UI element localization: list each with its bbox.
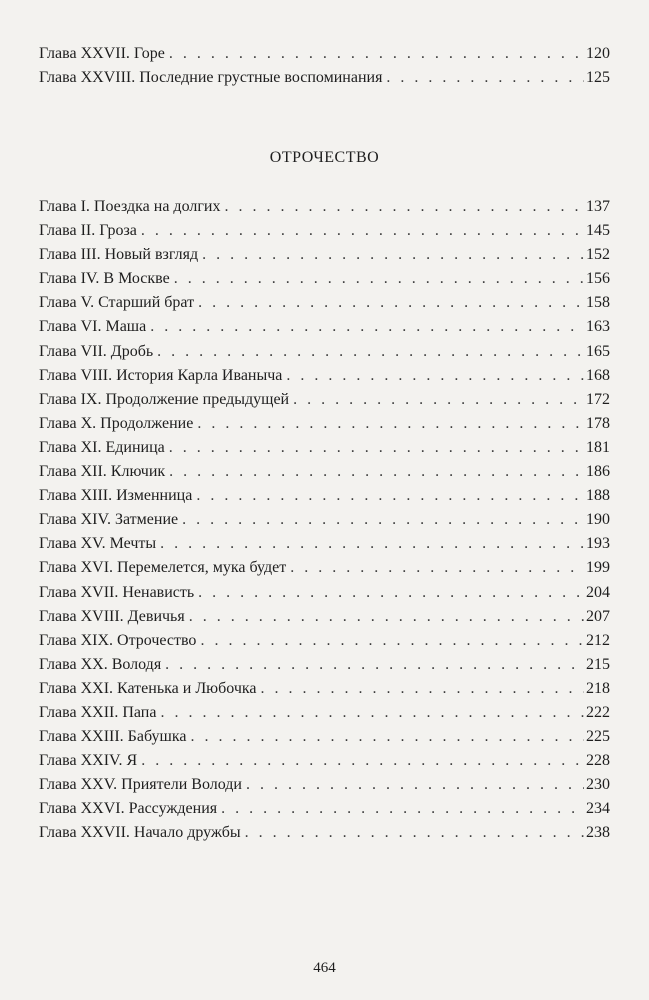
toc-entry <box>39 340 610 364</box>
toc-entry-title: Глава XIX. Отрочество <box>39 631 197 649</box>
toc-entry <box>39 436 610 460</box>
toc-entry-title: Глава IV. В Москве <box>39 270 170 288</box>
toc-entry <box>39 773 610 797</box>
toc-entry-page: 193 <box>586 535 610 553</box>
toc-entry <box>39 484 610 508</box>
toc-entry-title: Глава XVII. Ненависть <box>39 583 195 601</box>
dot-leader <box>245 821 584 845</box>
dot-leader <box>169 436 584 460</box>
toc-entry-page: 207 <box>586 607 610 625</box>
toc-entry-page: 163 <box>586 318 610 336</box>
toc-entry-page: 199 <box>586 559 610 577</box>
dot-leader <box>386 66 584 90</box>
toc-entry-title: Глава V. Старший брат <box>39 294 195 312</box>
toc-entry <box>39 701 610 725</box>
toc-entry <box>39 412 610 436</box>
toc-entry-page: 158 <box>586 294 610 312</box>
toc-entry-title: Глава XXVIII. Последние грустные воспоминания <box>39 69 383 87</box>
toc-entry-page: 125 <box>586 69 610 87</box>
toc-entry <box>39 195 610 219</box>
toc-entry-title: Глава XXI. Катенька и Любочка <box>39 679 257 697</box>
toc-entry <box>39 749 610 773</box>
toc-entry-title: Глава XXVI. Рассуждения <box>39 800 218 818</box>
toc-entry <box>39 315 610 339</box>
toc-entry-title: Глава XXIII. Бабушка <box>39 728 187 746</box>
dot-leader <box>160 532 584 556</box>
section-title: ОТРОЧЕСТВО <box>269 149 380 166</box>
toc-entry <box>39 267 610 291</box>
toc-entry <box>39 219 610 243</box>
dot-leader <box>174 267 584 291</box>
toc-entry-page: 188 <box>586 487 610 505</box>
toc-entry-title: Глава VIII. История Карла Иваныча <box>39 366 283 384</box>
dot-leader <box>198 291 584 315</box>
toc-entry <box>39 653 610 677</box>
toc-entry-page: 156 <box>586 270 610 288</box>
toc-entry-title: Глава XXVII. Горе <box>39 45 165 62</box>
dot-leader <box>141 749 584 773</box>
dot-leader <box>141 219 584 243</box>
toc-entry-title: Глава X. Продолжение <box>39 414 194 432</box>
toc-entry <box>39 42 610 66</box>
toc-entry-page: 230 <box>586 776 610 794</box>
dot-leader <box>293 388 584 412</box>
dot-leader <box>200 629 584 653</box>
toc-entry-page: 178 <box>586 414 610 432</box>
toc-entry <box>39 605 610 629</box>
toc-entry-title: Глава XI. Единица <box>39 438 165 456</box>
toc-entry-page: 212 <box>586 631 610 649</box>
dot-leader <box>290 556 584 580</box>
toc-entry <box>39 291 610 315</box>
toc-entry-page: 238 <box>586 824 610 842</box>
dot-leader <box>261 677 584 701</box>
dot-leader <box>202 243 584 267</box>
toc-entry-page: 222 <box>586 703 610 721</box>
dot-leader <box>246 773 584 797</box>
toc-entry-page: 190 <box>586 511 610 529</box>
toc-entry-page: 228 <box>586 752 610 770</box>
toc-entry-page: 137 <box>586 198 610 215</box>
toc-section-entries <box>39 195 610 846</box>
toc-entry-page: 234 <box>586 800 610 818</box>
dot-leader <box>150 315 584 339</box>
toc-entry-title: Глава III. Новый взгляд <box>39 246 199 264</box>
toc-entry <box>39 725 610 749</box>
toc-entry-page: 204 <box>586 583 610 601</box>
toc-entry-title: Глава XVIII. Девичья <box>39 607 185 625</box>
dot-leader <box>286 364 584 388</box>
toc-entry <box>39 532 610 556</box>
toc-entry-page: 145 <box>586 222 610 240</box>
dot-leader <box>198 581 584 605</box>
toc-entry-page: 218 <box>586 679 610 697</box>
toc-entry-title: Глава XV. Мечты <box>39 535 157 553</box>
toc-entry-title: Глава XIII. Изменница <box>39 487 193 505</box>
toc-entry-title: Глава XII. Ключик <box>39 463 166 481</box>
toc-entry <box>39 388 610 412</box>
toc-entry-title: Глава XVI. Перемелется, мука будет <box>39 559 287 577</box>
dot-leader <box>169 460 584 484</box>
toc-entry <box>39 243 610 267</box>
toc-entry-page: 186 <box>586 463 610 481</box>
toc-entry-page: 225 <box>586 728 610 746</box>
dot-leader <box>221 797 584 821</box>
toc-entry-page: 120 <box>586 45 610 62</box>
toc-entry-title: Глава XXV. Приятели Володи <box>39 776 242 794</box>
toc-entry-page: 168 <box>586 366 610 384</box>
toc-entry-page: 165 <box>586 342 610 360</box>
dot-leader <box>182 508 584 532</box>
toc-entry <box>39 460 610 484</box>
toc-entry <box>39 797 610 821</box>
toc-entry-title: Глава VII. Дробь <box>39 342 154 360</box>
toc-entry-title: Глава II. Гроза <box>39 222 137 240</box>
toc-entry <box>39 629 610 653</box>
toc-entry <box>39 821 610 845</box>
toc-entry-page: 172 <box>586 390 610 408</box>
toc-entry-page: 181 <box>586 438 610 456</box>
toc-entry-title: Глава I. Поездка на долгих <box>39 198 221 215</box>
toc-entry <box>39 581 610 605</box>
toc-entry <box>39 66 610 90</box>
toc-entry-title: Глава XXVII. Начало дружбы <box>39 824 241 842</box>
toc-entry-title: Глава XXIV. Я <box>39 752 138 770</box>
dot-leader <box>224 195 584 219</box>
dot-leader <box>160 701 584 725</box>
page-number: 464 <box>313 960 336 976</box>
toc-previous-section <box>39 42 610 90</box>
dot-leader <box>165 653 584 677</box>
toc-entry-title: Глава XIV. Затмение <box>39 511 179 529</box>
dot-leader <box>197 412 584 436</box>
dot-leader <box>157 340 584 364</box>
dot-leader <box>196 484 584 508</box>
toc-entry-page: 152 <box>586 246 610 264</box>
toc-entry <box>39 508 610 532</box>
toc-entry <box>39 556 610 580</box>
toc-entry <box>39 364 610 388</box>
dot-leader <box>189 605 584 629</box>
toc-entry <box>39 677 610 701</box>
toc-entry-title: Глава IX. Продолжение предыдущей <box>39 390 290 408</box>
dot-leader <box>190 725 584 749</box>
toc-entry-title: Глава XXII. Папа <box>39 703 157 721</box>
toc-entry-page: 215 <box>586 655 610 673</box>
dot-leader <box>169 42 584 66</box>
toc-entry-title: Глава VI. Маша <box>39 318 147 336</box>
toc-entry-title: Глава XX. Володя <box>39 655 162 673</box>
